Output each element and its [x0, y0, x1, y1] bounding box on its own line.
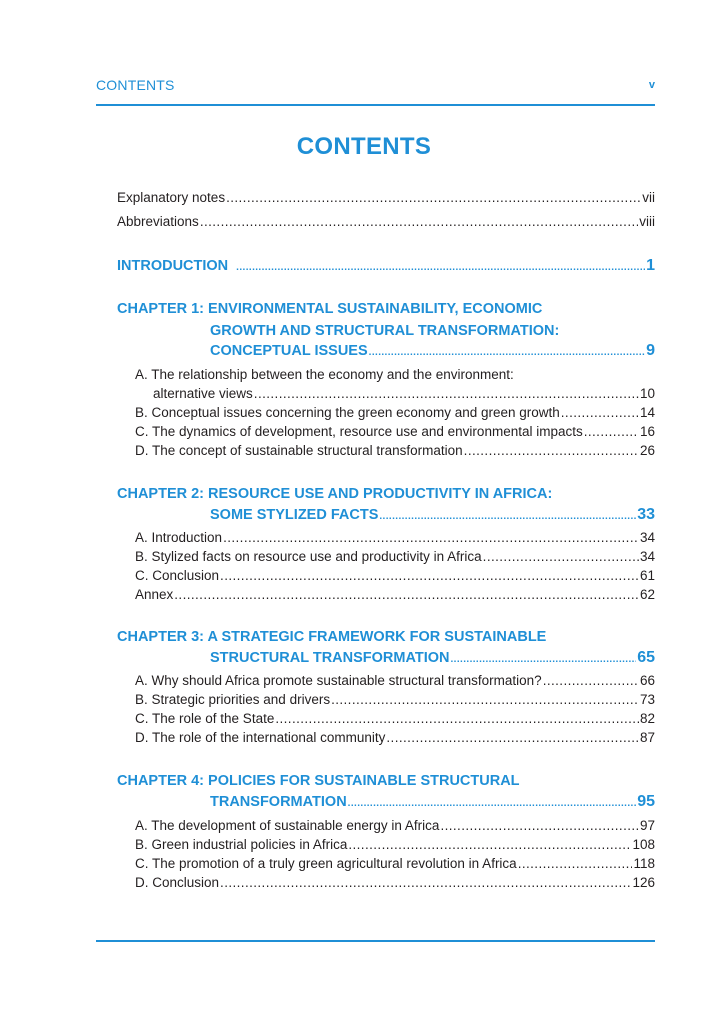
toc-ch2-section-c[interactable]: C. Conclusion ..... 61: [135, 566, 655, 586]
running-header-title: CONTENTS: [96, 77, 175, 93]
toc-ch3-section-d[interactable]: D. The role of the international community ..... 87: [135, 728, 655, 748]
toc-ch4-section-d[interactable]: D. Conclusion ..... 126: [135, 873, 655, 893]
toc-entry-explanatory-notes[interactable]: Explanatory notes ..... vii: [117, 188, 655, 208]
toc-ch4-section-c[interactable]: C. The promotion of a truly green agricultural revolution in Africa ..... 118: [135, 854, 655, 874]
toc-chapter-1-title-line2: GROWTH AND STRUCTURAL TRANSFORMATION:: [210, 323, 560, 339]
footer-rule: [96, 940, 655, 942]
toc-chapter-1-title-line3[interactable]: CONCEPTUAL ISSUES ..... 9: [210, 341, 655, 361]
toc-ch2-annex[interactable]: Annex ..... 62: [135, 585, 655, 605]
toc-ch1-section-a[interactable]: A. The relationship between the economy and the environment:: [135, 367, 514, 382]
toc-ch1-section-c[interactable]: C. The dynamics of development, resource use and environmental impacts ..... 16: [135, 422, 655, 442]
toc-chapter-4-title[interactable]: CHAPTER 4: POLICIES FOR SUSTAINABLE STRUCTURAL: [117, 773, 520, 789]
toc-chapter-3-title-line2[interactable]: STRUCTURAL TRANSFORMATION ..... 65: [210, 648, 655, 668]
toc-ch1-section-b[interactable]: B. Conceptual issues concerning the green economy and green growth ..... 14: [135, 403, 655, 423]
running-header-page-number: v: [648, 79, 655, 91]
toc-entry-abbreviations[interactable]: Abbreviations ..... viii: [117, 212, 655, 232]
toc-ch3-section-a[interactable]: A. Why should Africa promote sustainable structural transformation? ..... 66: [135, 671, 655, 691]
toc-ch2-section-a[interactable]: A. Introduction ..... 34: [135, 528, 655, 548]
toc-chapter-3-title[interactable]: CHAPTER 3: A STRATEGIC FRAMEWORK FOR SUSTAINABLE: [117, 629, 547, 645]
toc-ch4-section-a[interactable]: A. The development of sustainable energy in Africa ..... 97: [135, 816, 655, 836]
toc-chapter-2-title[interactable]: CHAPTER 2: RESOURCE USE AND PRODUCTIVITY IN AFRICA:: [117, 486, 553, 502]
toc-ch1-section-d[interactable]: D. The concept of sustainable structural transformation ..... 26: [135, 441, 655, 461]
toc-ch3-section-b[interactable]: B. Strategic priorities and drivers ..... 73: [135, 690, 655, 710]
toc-entry-introduction[interactable]: INTRODUCTION ..... 1: [117, 256, 655, 276]
toc-ch4-section-b[interactable]: B. Green industrial policies in Africa ..... 108: [135, 835, 655, 855]
toc-ch1-section-a-cont[interactable]: alternative views ..... 10: [153, 384, 655, 404]
toc-chapter-2-title-line2[interactable]: SOME STYLIZED FACTS ..... 33: [210, 505, 655, 525]
toc-ch3-section-c[interactable]: C. The role of the State ..... 82: [135, 709, 655, 729]
page-title: CONTENTS: [296, 133, 432, 160]
toc-ch2-section-b[interactable]: B. Stylized facts on resource use and productivity in Africa ..... 34: [135, 547, 655, 567]
toc-chapter-1-title[interactable]: CHAPTER 1: ENVIRONMENTAL SUSTAINABILITY, ECONOMIC: [117, 301, 543, 317]
toc-chapter-4-title-line2[interactable]: TRANSFORMATION ..... 95: [210, 792, 655, 812]
